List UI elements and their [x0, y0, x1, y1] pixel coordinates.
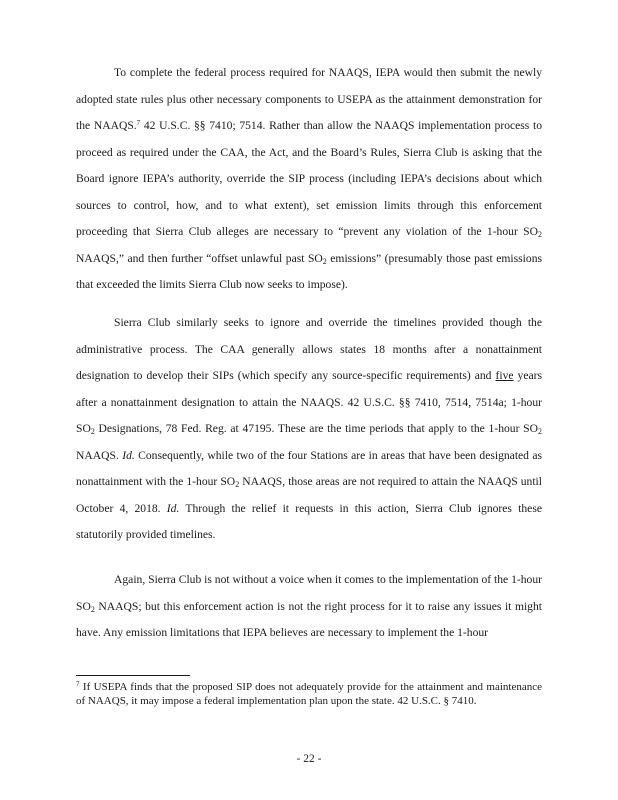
subscript: 2: [235, 480, 240, 489]
text-run: Through the relief it requests in this action, Sierra Club ignores these statutorily provided timelines.: [76, 501, 542, 541]
footnote-separator: [76, 675, 190, 676]
citation-id: Id.: [166, 501, 180, 515]
subscript: 2: [90, 604, 95, 614]
text-run: Consequently, while two of the four Stations are in areas that have been designated as nonattainment with the 1-hour SO: [76, 448, 542, 488]
text-run: emissions” (presumably those past emissions that exceeded the limits Sierra Club now seeks to impose).: [76, 251, 542, 291]
text-run: To complete the federal process required for NAAQS, IEPA would then submit the newly adopted state rules plus other necessary components to USEPA as the attainment demonstration for the NAAQS.: [76, 66, 542, 132]
footnote-reference[interactable]: 7: [136, 119, 141, 127]
footnote-marker: 7: [76, 680, 80, 688]
text-run: NAAQS,” and then further “offset unlawful past SO: [76, 251, 323, 265]
subscript: 2: [322, 256, 327, 266]
paragraph-voice: [76, 567, 542, 647]
subscript: 2: [538, 230, 542, 239]
subscript: 2: [538, 427, 542, 436]
text-run: NAAQS.: [76, 448, 123, 462]
text-run: Again, Sierra Club is not without a voice when it comes to the implementation of the 1-hour SO: [76, 573, 542, 613]
citation-id: Id.: [122, 448, 135, 462]
footnote: [76, 681, 542, 708]
subscript: 2: [90, 427, 95, 436]
footnote-text: If USEPA finds that the proposed SIP does not adequately provide for the attainment and maintenance of NAAQS, it may impose a federal implementation plan upon the state. 42 U.S.C. § 7410.: [76, 681, 542, 707]
text-run: Designations, 78 Fed. Reg. at 47195. These are the time periods that apply to the 1-hour SO: [94, 422, 538, 435]
text-run: NAAQS, those areas are not required to attain the NAAQS until October 4, 2018.: [76, 475, 542, 515]
text-run: years after a nonattainment designation to attain the NAAQS. 42 U.S.C. §§ 7410, 7514, 7514a; 1-hour SO: [76, 369, 542, 435]
paragraph-naaqs-process: [76, 60, 542, 299]
underlined-text: five: [495, 369, 514, 382]
text-run: Sierra Club similarly seeks to ignore and override the timelines provided though the administrative process. The CAA generally allows states 18 months after a nonattainment designation to develop their SIPs (which specify any source-specific requirements) and: [76, 316, 542, 382]
page-number: - 22 -: [296, 753, 322, 765]
text-run: 42 U.S.C. §§ 7410; 7514. Rather than allow the NAAQS implementation process to proceed as required under the CAA, the Act, and the Board’s Rules, Sierra Club is asking that the Board ignore IEPA’s authority, override the SIP process (including IEPA’s decisions about which sources to control, how, and to what extent), set emission limits through this enforcement proceeding that Sierra Club alleges are necessary to “prevent any violation of the 1-hour SO: [76, 119, 542, 238]
text-run: NAAQS; but this enforcement action is not the right process for it to raise any issues it might have. Any emission limitations that IEPA believes are necessary to implement the 1-hour: [76, 599, 542, 639]
paragraph-timelines: [76, 310, 542, 549]
